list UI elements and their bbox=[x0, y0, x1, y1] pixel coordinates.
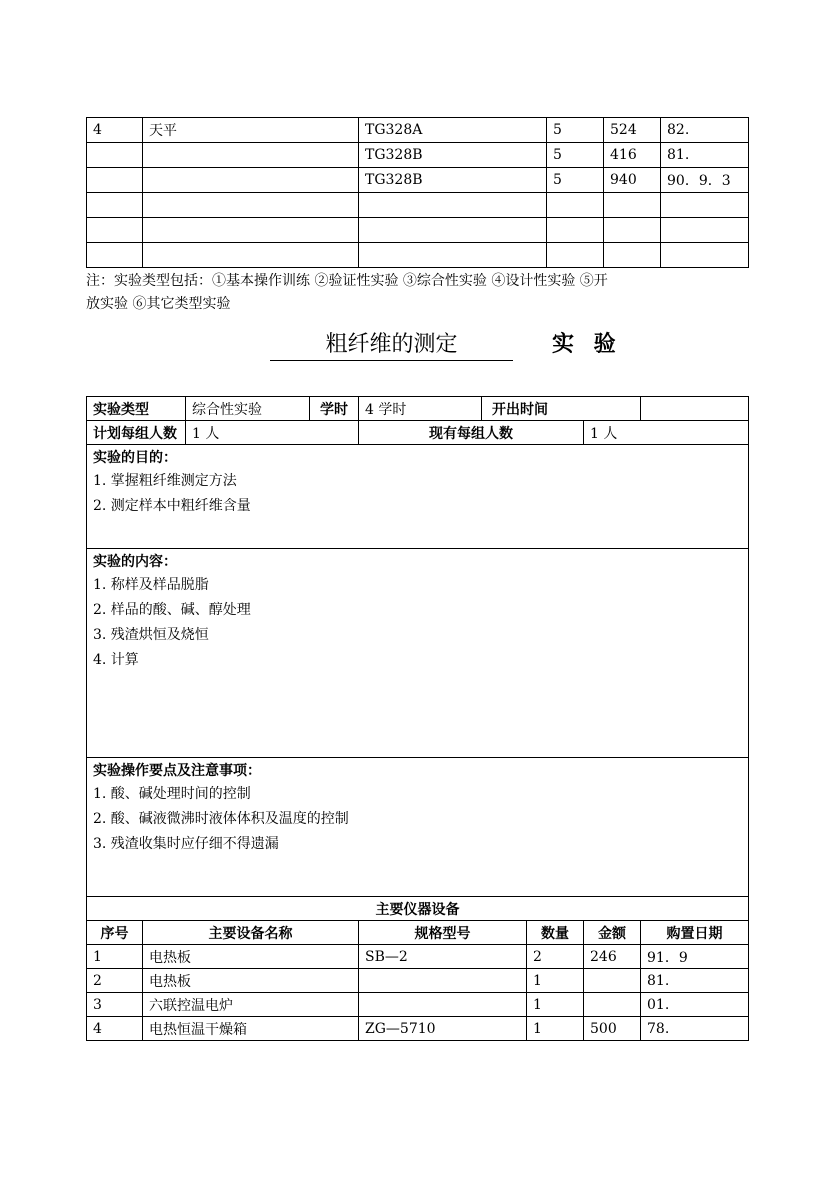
cell: 82. bbox=[661, 118, 749, 143]
cell bbox=[359, 193, 547, 218]
list-item: 3. 残渣烘恒及烧恒 bbox=[93, 627, 209, 643]
table-row bbox=[87, 193, 749, 218]
top-equipment-table bbox=[86, 117, 749, 268]
cell: 416 bbox=[604, 143, 661, 168]
cell bbox=[359, 218, 547, 243]
cell: 5 bbox=[547, 168, 604, 193]
table-row bbox=[87, 243, 749, 268]
column-header: 数量 bbox=[527, 921, 584, 945]
cell bbox=[584, 969, 641, 993]
cell: 5 bbox=[547, 118, 604, 143]
cell: 81. bbox=[641, 969, 749, 993]
type-label: 实验类型 bbox=[87, 397, 186, 421]
cell: 1 bbox=[527, 993, 584, 1017]
table-row bbox=[87, 993, 749, 1017]
cell: 六联控温电炉 bbox=[143, 993, 359, 1017]
cell: 90．9．3 bbox=[661, 168, 749, 193]
column-header: 金额 bbox=[584, 921, 641, 945]
cell bbox=[143, 143, 359, 168]
cell: 78. bbox=[641, 1017, 749, 1041]
column-header: 规格型号 bbox=[359, 921, 527, 945]
cell: 1 bbox=[87, 945, 143, 969]
cell bbox=[661, 193, 749, 218]
equipment-header-row bbox=[87, 921, 749, 945]
note-line: 注：实验类型包括：①基本操作训练 ②验证性实验 ③综合性实验 ④设计性实验 ⑤开 bbox=[86, 273, 608, 289]
cell: TG328B bbox=[359, 168, 547, 193]
cell bbox=[359, 993, 527, 1017]
cell: 524 bbox=[604, 118, 661, 143]
cell: 1 bbox=[527, 1017, 584, 1041]
note-line: 放实验 ⑥其它类型实验 bbox=[86, 296, 231, 312]
cell bbox=[547, 193, 604, 218]
list-item: 1. 掌握粗纤维测定方法 bbox=[93, 473, 237, 489]
cell: SB—2 bbox=[359, 945, 527, 969]
cell bbox=[87, 218, 143, 243]
cell: TG328A bbox=[359, 118, 547, 143]
planned-group-value: 1 人 bbox=[186, 421, 359, 445]
experiment-type-note bbox=[86, 270, 748, 316]
cell bbox=[661, 218, 749, 243]
table-row bbox=[87, 969, 749, 993]
table-row bbox=[87, 118, 749, 143]
cell: 5 bbox=[547, 143, 604, 168]
table-row bbox=[87, 168, 749, 193]
purpose-section bbox=[87, 445, 749, 549]
list-item: 2. 样品的酸、碱、醇处理 bbox=[93, 602, 251, 618]
planned-group-label: 计划每组人数 bbox=[87, 421, 186, 445]
open-time-label: 开出时间 bbox=[482, 397, 641, 421]
page-title bbox=[0, 328, 835, 368]
cell bbox=[661, 243, 749, 268]
cell bbox=[87, 243, 143, 268]
cell bbox=[143, 243, 359, 268]
cell: 电热板 bbox=[143, 945, 359, 969]
table-row bbox=[87, 143, 749, 168]
hours-value: 4 学时 bbox=[359, 397, 482, 421]
hours-label: 学时 bbox=[310, 397, 359, 421]
list-item: 2. 测定样本中粗纤维含量 bbox=[93, 498, 251, 514]
title-suffix: 实 验 bbox=[552, 332, 622, 357]
cell: TG328B bbox=[359, 143, 547, 168]
table-row bbox=[87, 945, 749, 969]
current-group-label: 现有每组人数 bbox=[359, 421, 584, 445]
cell: 2 bbox=[87, 969, 143, 993]
cell bbox=[359, 969, 527, 993]
list-item: 3. 残渣收集时应仔细不得遗漏 bbox=[93, 836, 279, 852]
cell bbox=[143, 218, 359, 243]
cell bbox=[604, 243, 661, 268]
cell: 91．9 bbox=[641, 945, 749, 969]
cell: 电热板 bbox=[143, 969, 359, 993]
cell: 4 bbox=[87, 118, 143, 143]
cell: 940 bbox=[604, 168, 661, 193]
equipment-heading: 主要仪器设备 bbox=[87, 897, 749, 921]
cell bbox=[604, 218, 661, 243]
content-heading: 实验的内容： bbox=[93, 554, 177, 570]
table-row bbox=[87, 1017, 749, 1041]
cell: 01. bbox=[641, 993, 749, 1017]
cell: ZG—5710 bbox=[359, 1017, 527, 1041]
type-value: 综合性实验 bbox=[186, 397, 310, 421]
points-heading: 实验操作要点及注意事项： bbox=[93, 763, 261, 779]
experiment-table bbox=[86, 396, 749, 1041]
cell bbox=[87, 143, 143, 168]
current-group-value: 1 人 bbox=[584, 421, 749, 445]
cell bbox=[87, 193, 143, 218]
cell: 500 bbox=[584, 1017, 641, 1041]
cell: 4 bbox=[87, 1017, 143, 1041]
column-header: 购置日期 bbox=[641, 921, 749, 945]
column-header: 主要设备名称 bbox=[143, 921, 359, 945]
cell: 81. bbox=[661, 143, 749, 168]
list-item: 4. 计算 bbox=[93, 652, 139, 668]
table-row bbox=[87, 218, 749, 243]
cell bbox=[87, 168, 143, 193]
cell bbox=[547, 218, 604, 243]
info-row-1 bbox=[87, 397, 749, 421]
column-header: 序号 bbox=[87, 921, 143, 945]
cell: 3 bbox=[87, 993, 143, 1017]
open-time-value bbox=[641, 397, 749, 421]
experiment-name: 粗纤维的测定 bbox=[270, 330, 513, 361]
cell bbox=[584, 993, 641, 1017]
info-row-2 bbox=[87, 421, 749, 445]
cell bbox=[604, 193, 661, 218]
cell: 天平 bbox=[143, 118, 359, 143]
list-item: 2. 酸、碱液微沸时液体体积及温度的控制 bbox=[93, 811, 349, 827]
content-section bbox=[87, 549, 749, 758]
cell bbox=[143, 193, 359, 218]
list-item: 1. 称样及样品脱脂 bbox=[93, 577, 209, 593]
cell: 电热恒温干燥箱 bbox=[143, 1017, 359, 1041]
purpose-heading: 实验的目的： bbox=[93, 450, 177, 466]
equipment-heading-row bbox=[87, 897, 749, 921]
cell: 246 bbox=[584, 945, 641, 969]
cell: 2 bbox=[527, 945, 584, 969]
list-item: 1. 酸、碱处理时间的控制 bbox=[93, 786, 251, 802]
cell bbox=[143, 168, 359, 193]
cell: 1 bbox=[527, 969, 584, 993]
points-section bbox=[87, 758, 749, 897]
cell bbox=[547, 243, 604, 268]
cell bbox=[359, 243, 547, 268]
